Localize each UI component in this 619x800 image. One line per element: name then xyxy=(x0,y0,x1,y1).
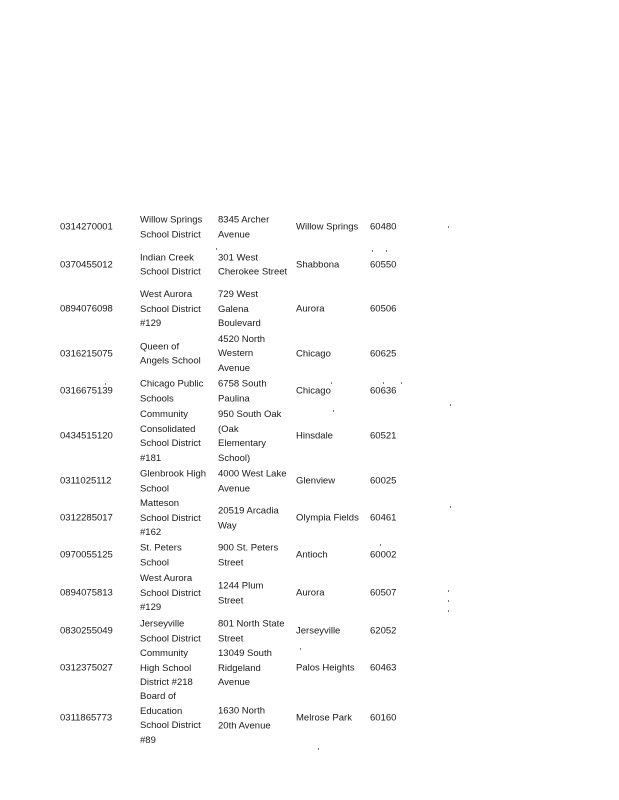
city-cell: Melrose Park xyxy=(296,712,352,724)
school-name-cell: Jerseyville School District xyxy=(140,618,201,644)
school-id-cell: 0312285017 xyxy=(60,512,113,524)
school-name-cell: Community High School District #218 xyxy=(140,648,193,689)
scan-speck xyxy=(333,410,334,412)
table-row xyxy=(60,288,460,332)
school-id-cell: 0830255049 xyxy=(60,625,113,637)
table-row xyxy=(60,647,460,691)
city-cell: Glenview xyxy=(296,475,336,487)
address-cell: 6758 South Paulina xyxy=(218,378,267,404)
scan-speck xyxy=(448,610,449,612)
city-cell: Chicago xyxy=(296,385,331,397)
zip-cell: 60160 xyxy=(370,712,397,724)
table-row xyxy=(60,377,460,407)
city-cell: Palos Heights xyxy=(296,662,355,674)
school-id-cell: 0434515120 xyxy=(60,430,113,442)
school-name-cell: Queen of Angels School xyxy=(140,340,201,367)
scan-speck xyxy=(448,600,449,602)
school-id-cell: 0314270001 xyxy=(60,221,113,233)
school-id-cell: 0316675139 xyxy=(60,385,113,397)
city-cell: Shabbona xyxy=(296,259,340,271)
school-id-cell: 0894076098 xyxy=(60,303,113,315)
school-name-cell: Chicago Public Schools xyxy=(140,378,204,404)
zip-cell: 60625 xyxy=(370,348,397,360)
scan-speck xyxy=(401,382,402,384)
school-id-cell: 0970055125 xyxy=(60,549,113,561)
zip-cell: 60025 xyxy=(370,475,397,487)
zip-cell: 60521 xyxy=(370,430,397,442)
table-row xyxy=(60,617,460,647)
table-row xyxy=(60,497,460,541)
table-row xyxy=(60,243,460,288)
school-id-cell: 0894075813 xyxy=(60,587,113,599)
school-id-cell: 0316215075 xyxy=(60,348,113,360)
city-cell: Olympia Fields xyxy=(296,512,359,524)
school-name-cell: West Aurora School District #129 xyxy=(140,289,201,330)
address-cell: 1630 North 20th Avenue xyxy=(218,705,271,731)
zip-cell: 60461 xyxy=(370,512,397,524)
school-name-cell: Willow Springs School District xyxy=(140,214,203,240)
school-name-cell: Matteson School District #162 xyxy=(140,498,201,539)
zip-cell: 60506 xyxy=(370,303,397,315)
school-name-cell: St. Peters School xyxy=(140,542,182,568)
city-cell: Chicago xyxy=(296,348,331,360)
school-address-table xyxy=(60,213,460,747)
school-id-cell: 0312375027 xyxy=(60,662,113,674)
zip-cell: 60507 xyxy=(370,587,397,599)
city-cell: Jerseyville xyxy=(296,625,341,637)
scan-speck xyxy=(448,590,449,592)
school-name-cell: Glenbrook High School xyxy=(140,468,207,494)
address-cell: 801 North State Street xyxy=(218,618,285,644)
scan-speck xyxy=(386,250,387,252)
scan-speck xyxy=(383,382,384,384)
scan-speck xyxy=(318,748,319,750)
city-cell: Willow Springs xyxy=(296,221,359,233)
address-cell: 8345 Archer Avenue xyxy=(218,214,270,240)
scan-speck xyxy=(216,248,217,250)
table-row xyxy=(60,213,460,243)
scan-speck xyxy=(300,648,301,650)
address-cell: 900 St. Peters Street xyxy=(218,542,279,568)
table-row xyxy=(60,467,460,497)
scan-speck xyxy=(450,506,451,508)
city-cell: Antioch xyxy=(296,549,328,561)
table-row xyxy=(60,571,460,617)
table-row xyxy=(60,407,460,467)
address-cell: 950 South Oak (Oak Elementary School) xyxy=(218,408,282,464)
table-row xyxy=(60,541,460,571)
school-name-cell: West Aurora School District #129 xyxy=(140,573,201,614)
address-cell: 4520 North Western Avenue xyxy=(218,333,266,374)
school-id-cell: 0311865773 xyxy=(60,712,113,724)
address-cell: 729 West Galena Boulevard xyxy=(218,289,261,330)
address-cell: 4000 West Lake Avenue xyxy=(218,468,287,494)
school-name-cell: Board of Education School District #89 xyxy=(140,690,201,746)
scan-speck xyxy=(372,250,373,252)
school-name-cell: Community Consolidated School District #181 xyxy=(140,408,201,464)
school-name-cell: Indian Creek School District xyxy=(140,251,201,278)
city-cell: Aurora xyxy=(296,303,325,315)
address-cell: 301 West Cherokee Street xyxy=(218,251,288,278)
zip-cell: 60463 xyxy=(370,662,397,674)
table-row xyxy=(60,332,460,377)
school-id-cell: 0370455012 xyxy=(60,259,113,271)
city-cell: Aurora xyxy=(296,587,325,599)
address-cell: 1244 Plum Street xyxy=(218,580,264,606)
school-id-cell: 0311025112 xyxy=(60,475,112,487)
zip-cell: 60480 xyxy=(370,221,397,233)
table-row xyxy=(60,691,460,747)
scan-speck xyxy=(331,382,332,384)
scan-speck xyxy=(380,544,381,546)
zip-cell: 60550 xyxy=(370,259,397,271)
zip-cell: 60636 xyxy=(370,385,397,397)
address-cell: 20519 Arcadia Way xyxy=(218,505,279,531)
city-cell: Hinsdale xyxy=(296,430,333,442)
zip-cell: 62052 xyxy=(370,625,397,637)
scan-speck xyxy=(448,226,449,228)
scan-speck xyxy=(450,404,451,406)
zip-cell: 60002 xyxy=(370,549,397,561)
scan-speck xyxy=(105,383,106,385)
address-cell: 13049 South Ridgeland Avenue xyxy=(218,648,272,689)
